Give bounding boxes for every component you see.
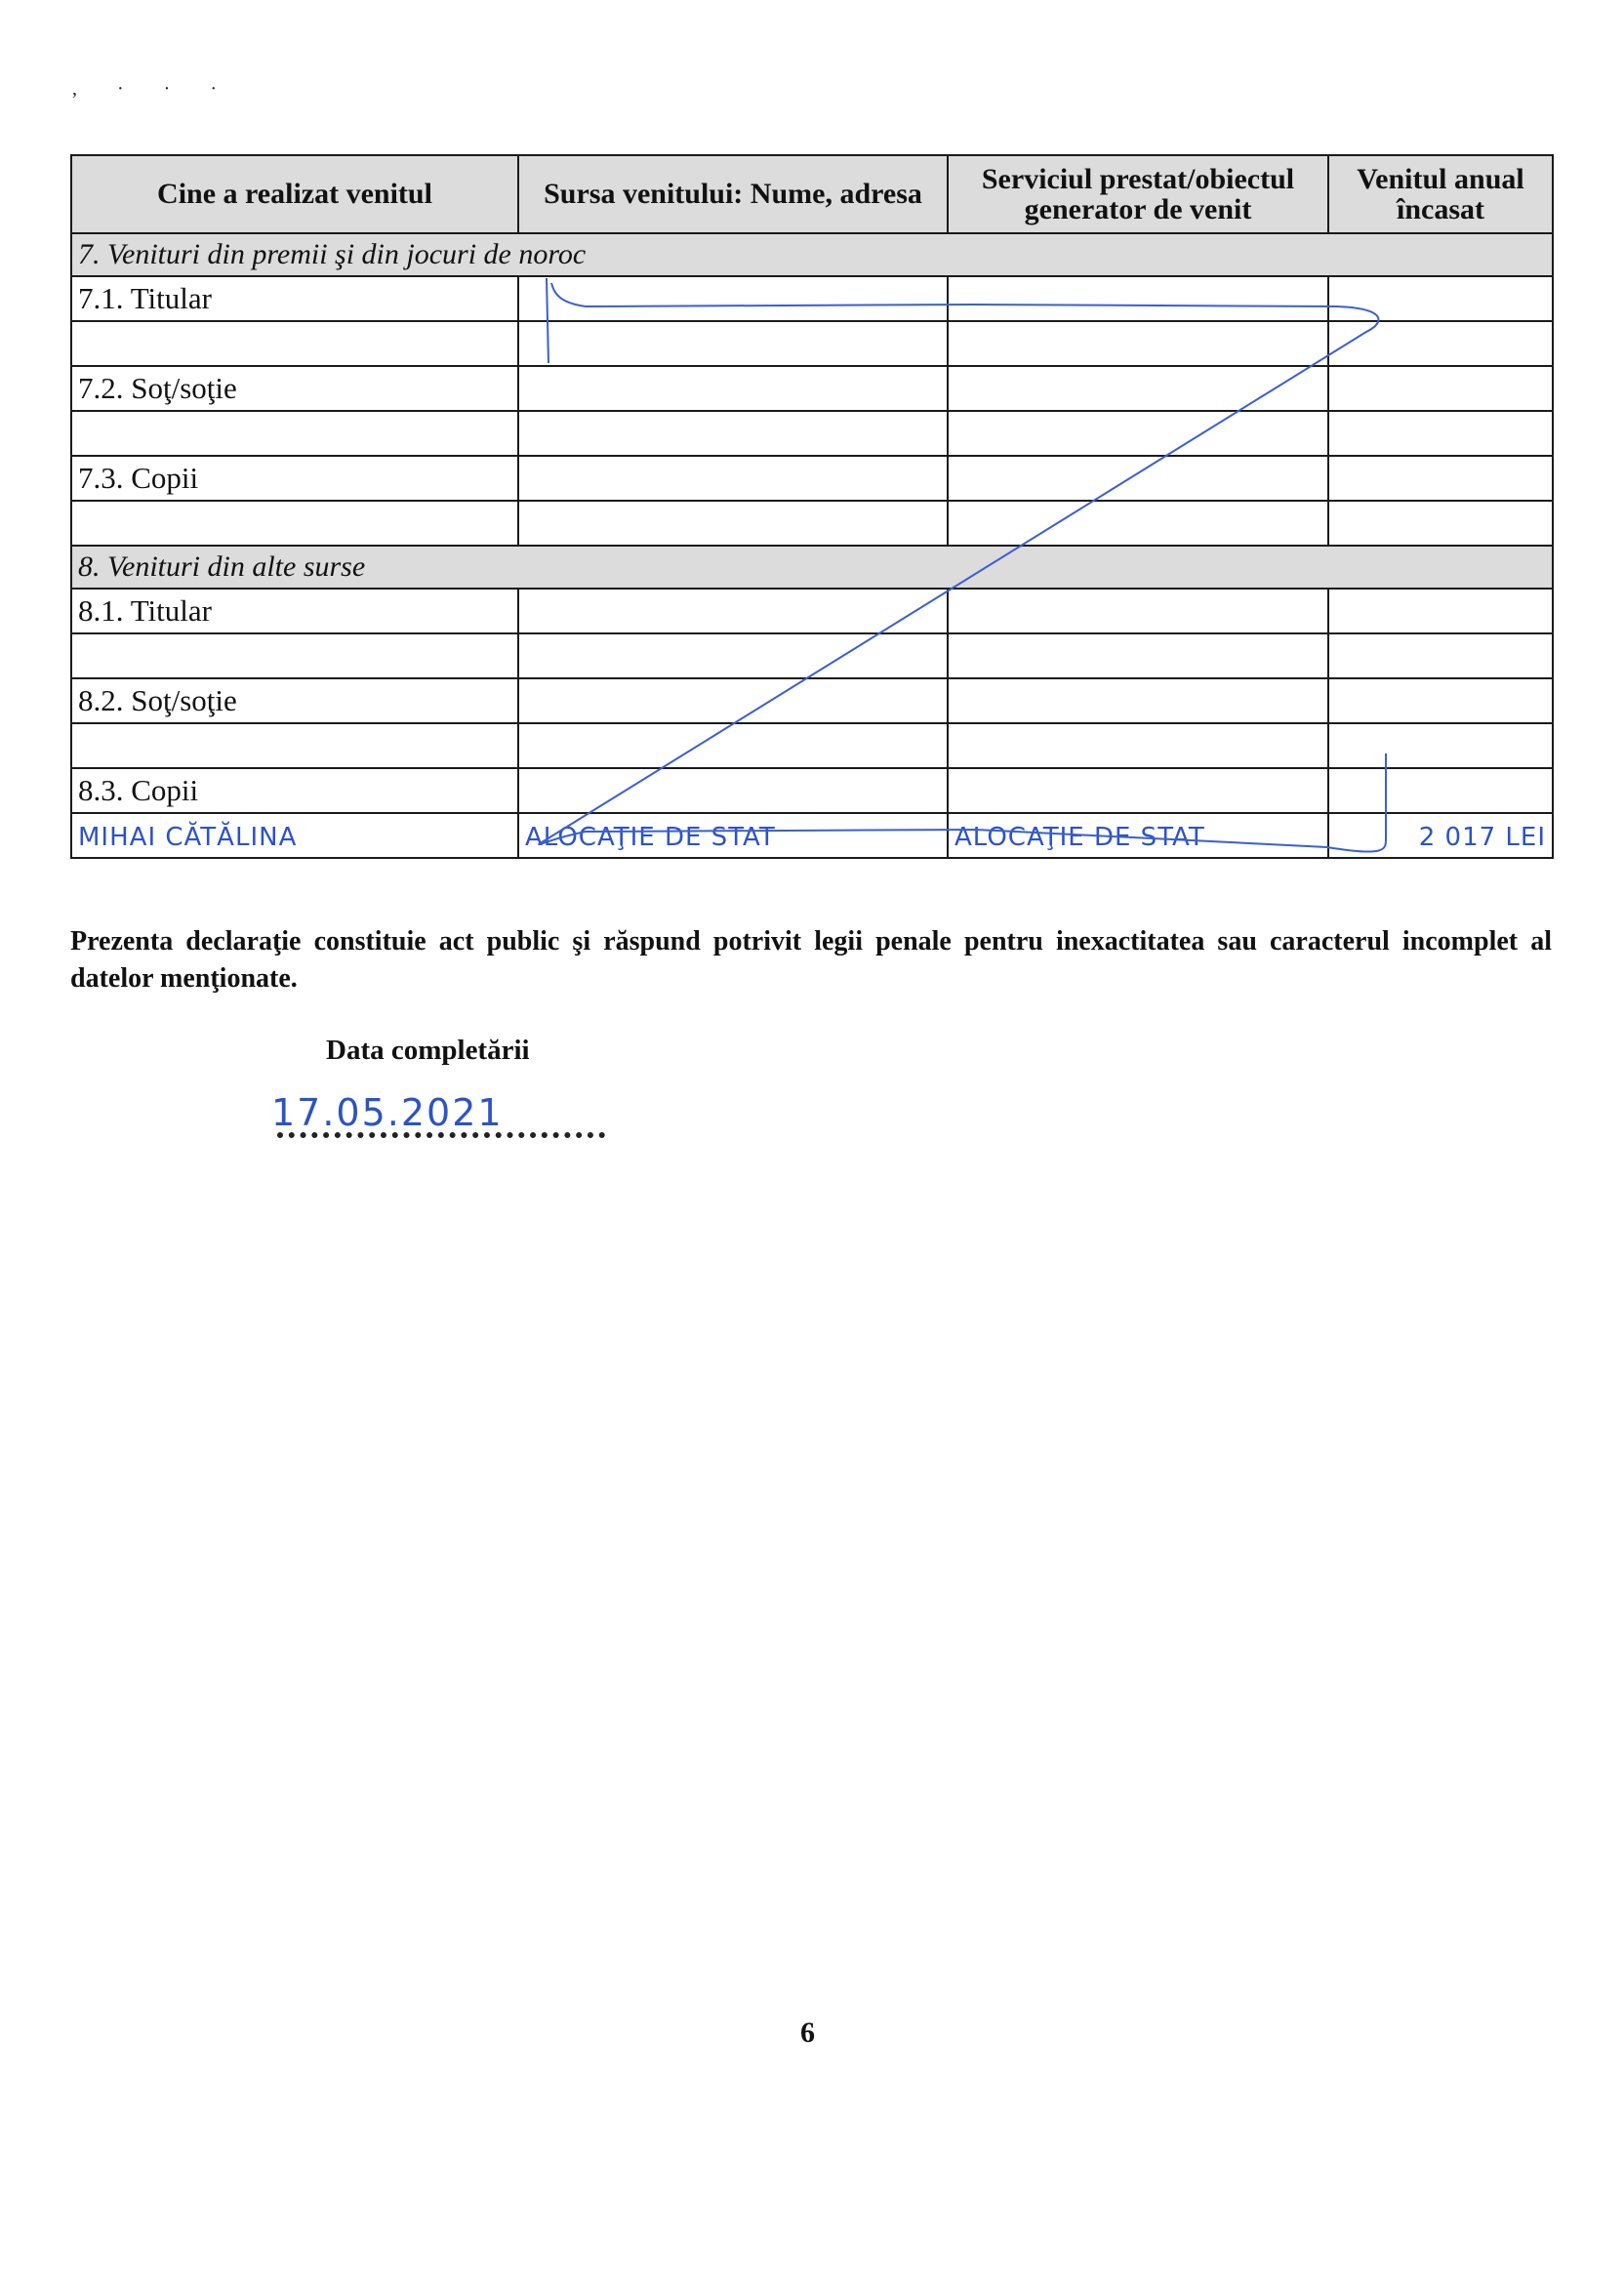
table-row xyxy=(71,411,1553,456)
page-number: 6 xyxy=(800,2016,815,2049)
entry-name: MIHAI CĂTĂLINA xyxy=(78,822,298,852)
row-label: 8.2. Soţ/soţie xyxy=(71,678,518,723)
row-label: 8.1. Titular xyxy=(71,589,518,633)
row-label: 7.2. Soţ/soţie xyxy=(71,366,518,411)
table-header-row xyxy=(71,155,1553,233)
header-service: Serviciul prestat/obiectul generator de venit xyxy=(948,155,1328,233)
section-8-row xyxy=(71,546,1553,589)
table-row xyxy=(71,589,1553,633)
income-table xyxy=(70,154,1554,859)
entry-amount: 2 017 LEI xyxy=(1418,822,1546,852)
table-row xyxy=(71,366,1553,411)
table-row xyxy=(71,276,1553,321)
row-label: 8.3. Copii xyxy=(71,768,518,813)
header-amount: Venitul anual încasat xyxy=(1328,155,1553,233)
date-label: Data completării xyxy=(326,1035,530,1066)
entry-source: ALOCAŢIE DE STAT xyxy=(525,822,776,852)
date-value: 17.05.2021 xyxy=(271,1091,504,1134)
section-7-row xyxy=(71,233,1553,276)
header-source: Sursa venitului: Nume, adresa xyxy=(518,155,948,233)
handwritten-entry-row xyxy=(71,813,1553,858)
section-8-title: 8. Venituri din alte surse xyxy=(71,546,1553,589)
entry-service: ALOCAŢIE DE STAT xyxy=(954,822,1205,852)
header-who: Cine a realizat venitul xyxy=(71,155,518,233)
row-label: 7.3. Copii xyxy=(71,456,518,501)
table-row xyxy=(71,501,1553,546)
table-row xyxy=(71,723,1553,768)
table-row xyxy=(71,633,1553,678)
row-label: 7.1. Titular xyxy=(71,276,518,321)
legal-statement: Prezenta declaraţie constituie act public şi răspund potrivit legii penale pentru inexactitatea sau caracterul incomplet al datelor menţionate. xyxy=(70,926,1552,994)
table-row xyxy=(71,456,1553,501)
scan-marks: , · · · xyxy=(72,78,234,100)
table-row xyxy=(71,768,1553,813)
section-7-title: 7. Venituri din premii şi din jocuri de noroc xyxy=(71,233,1553,276)
table-row xyxy=(71,678,1553,723)
date-dotted-line xyxy=(277,1132,605,1138)
table-row xyxy=(71,321,1553,366)
